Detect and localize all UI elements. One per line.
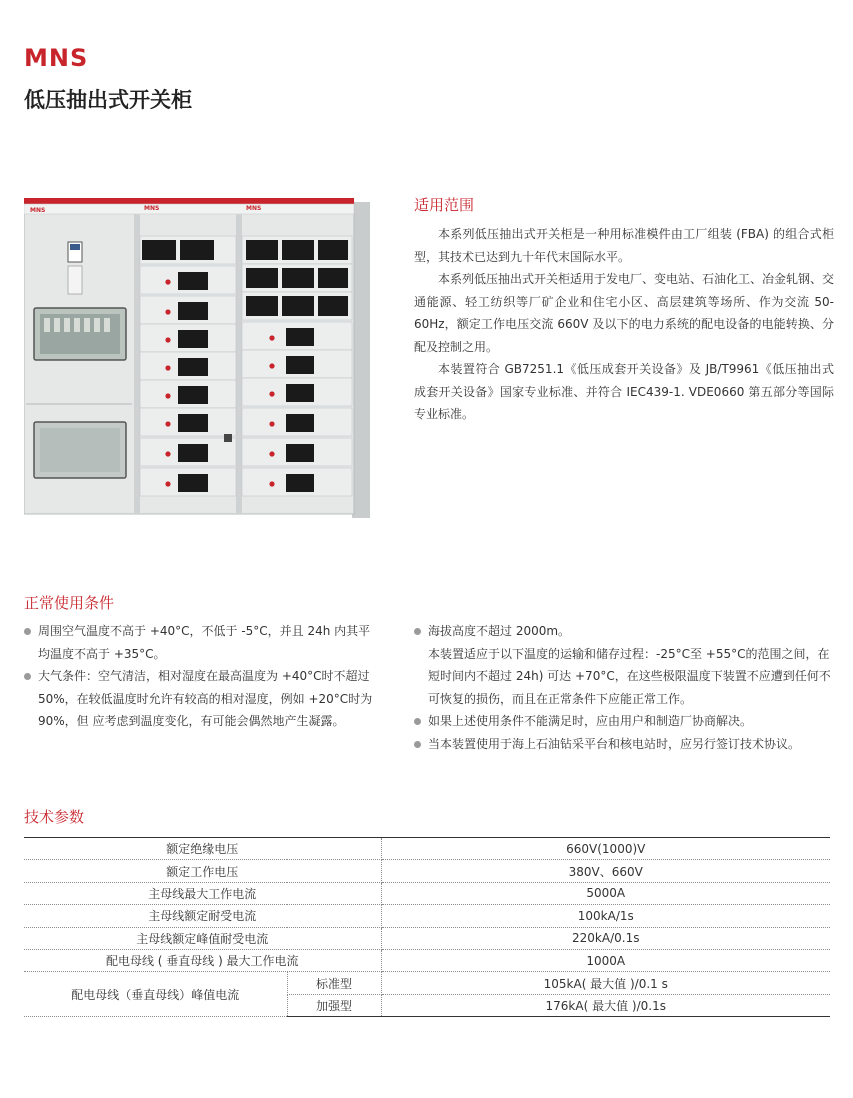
drawer-handle-icon — [269, 335, 274, 340]
module-display — [178, 444, 208, 462]
module-display — [286, 414, 314, 432]
tech-title: 技术参数 — [24, 808, 85, 826]
module-display — [178, 414, 208, 432]
module-display — [178, 474, 208, 492]
param-name-grouped: 配电母线（垂直母线）峰值电流 — [24, 972, 287, 1017]
application-title: 适用范围 — [414, 196, 475, 214]
module-display — [178, 302, 208, 320]
table-row — [24, 882, 830, 904]
param-name: 额定工作电压 — [24, 860, 381, 882]
module-display — [286, 356, 314, 374]
table-row — [24, 905, 830, 927]
module-display — [282, 296, 314, 316]
condition-item: 大气条件：空气清洁，相对湿度在最高温度为 +40°C时不超过 50%，在较低温度时允许有较高的相对湿度，例如 +20°C时为 90%，但 应考虑到温度变化，有可能会偶然地产生凝露。 — [24, 665, 378, 733]
module-display — [286, 384, 314, 402]
switchgear-cabinet-image — [24, 196, 370, 520]
module-display — [318, 240, 348, 260]
param-subtype: 加强型 — [287, 994, 381, 1016]
module-display — [178, 330, 208, 348]
param-name: 配电母线 ( 垂直母线 ) 最大工作电流 — [24, 949, 381, 971]
param-name: 主母线额定耐受电流 — [24, 905, 381, 927]
table-row — [24, 949, 830, 971]
param-subtype: 标准型 — [287, 972, 381, 994]
module-display — [246, 240, 278, 260]
bullet-dot-icon — [24, 628, 31, 635]
module-display — [180, 240, 214, 260]
param-value: 105kA( 最大值 )/0.1 s — [381, 972, 830, 994]
drawer-handle-icon — [269, 481, 274, 486]
module-display — [246, 268, 278, 288]
panel-label-2: MNS — [144, 205, 160, 212]
drawer-handle-icon — [165, 309, 170, 314]
param-value: 660V(1000)V — [381, 838, 830, 860]
module-display — [286, 474, 314, 492]
param-value: 220kA/0.1s — [381, 927, 830, 949]
module-display — [246, 296, 278, 316]
param-name: 额定绝缘电压 — [24, 838, 381, 860]
table-row — [24, 927, 830, 949]
drawer-handle-icon — [165, 279, 170, 284]
module-display — [286, 444, 314, 462]
param-value: 100kA/1s — [381, 905, 830, 927]
table-row — [24, 838, 830, 860]
application-section — [414, 194, 834, 426]
application-paragraph-2: 本系列低压抽出式开关柜适用于发电厂、变电站、石油化工、冶金轧钢、交通能源、轻工纺织等厂矿企业和住宅小区、高层建筑等场所、作为交流 50-60Hz，额定工作电压交流 660V 及以下的电力系统的配电设备的电能转换、分配及控制之用。 — [414, 272, 835, 354]
bullet-dot-icon — [24, 673, 31, 680]
drawer-handle-icon — [165, 421, 170, 426]
bullet-dot-icon — [414, 628, 421, 635]
drawer-handle-icon — [269, 363, 274, 368]
condition-item: 周围空气温度不高于 +40°C，不低于 -5°C，并且 24h 内其平均温度不高于 +35°C。 — [24, 620, 378, 665]
module-display — [286, 328, 314, 346]
bullet-dot-icon — [414, 741, 421, 748]
drawer-handle-icon — [165, 481, 170, 486]
param-value: 176kA( 最大值 )/0.1s — [381, 994, 830, 1016]
module-display — [318, 296, 348, 316]
table-row — [24, 972, 830, 994]
condition-item: 当本装置使用于海上石油钻采平台和核电站时，应另行签订技术协议。 — [414, 733, 834, 756]
conditions-title: 正常使用条件 — [24, 594, 115, 612]
param-name: 主母线最大工作电流 — [24, 882, 381, 904]
page-title: 低压抽出式开关柜 — [24, 88, 192, 112]
param-value: 5000A — [381, 882, 830, 904]
condition-item: 本装置适应于以下温度的运输和储存过程：-25°C至 +55°C的范围之间，在短时间内不超过 24h) 可达 +70°C，在这些极限温度下装置不应遭到任何不可恢复的损伤，而且在正常条件下应能正常工作。 — [428, 646, 831, 706]
module-display — [282, 240, 314, 260]
module-display — [178, 272, 208, 290]
module-display — [282, 268, 314, 288]
conditions-right-list — [414, 620, 834, 755]
module-display — [142, 240, 176, 260]
module-display — [318, 268, 348, 288]
table-row — [24, 860, 830, 882]
module-display — [178, 358, 208, 376]
application-paragraph-1: 本系列低压抽出式开关柜是一种用标准模件由工厂组装 (FBA) 的组合式柜型，其技术已达到九十年代末国际水平。 — [414, 227, 834, 264]
drawer-handle-icon — [165, 393, 170, 398]
drawer-handle-icon — [165, 337, 170, 342]
application-paragraph-3: 本装置符合 GB7251.1《低压成套开关设备》及 JB/T9961《低压抽出式成套开关设备》国家专业标准、并符合 IEC439-1. VDE0660 第五部分等国际专业标准。 — [414, 362, 834, 421]
param-name: 主母线额定峰值耐受电流 — [24, 927, 381, 949]
drawer-handle-icon — [269, 451, 274, 456]
tech-params-table — [24, 837, 830, 1017]
condition-item: 海拔高度不超过 2000m。 — [414, 620, 834, 643]
param-value: 380V、660V — [381, 860, 830, 882]
bullet-dot-icon — [414, 718, 421, 725]
param-value: 1000A — [381, 949, 830, 971]
conditions-left-list — [24, 620, 378, 733]
drawer-handle-icon — [269, 421, 274, 426]
panel-label-3: MNS — [246, 205, 262, 212]
module-display — [178, 386, 208, 404]
drawer-handle-icon — [165, 365, 170, 370]
brand-logo-text: MNS — [24, 44, 89, 72]
drawer-handle-icon — [165, 451, 170, 456]
panel-label-1: MNS — [30, 207, 46, 214]
drawer-handle-icon — [269, 391, 274, 396]
condition-item: 如果上述使用条件不能满足时，应由用户和制造厂协商解决。 — [414, 710, 834, 733]
